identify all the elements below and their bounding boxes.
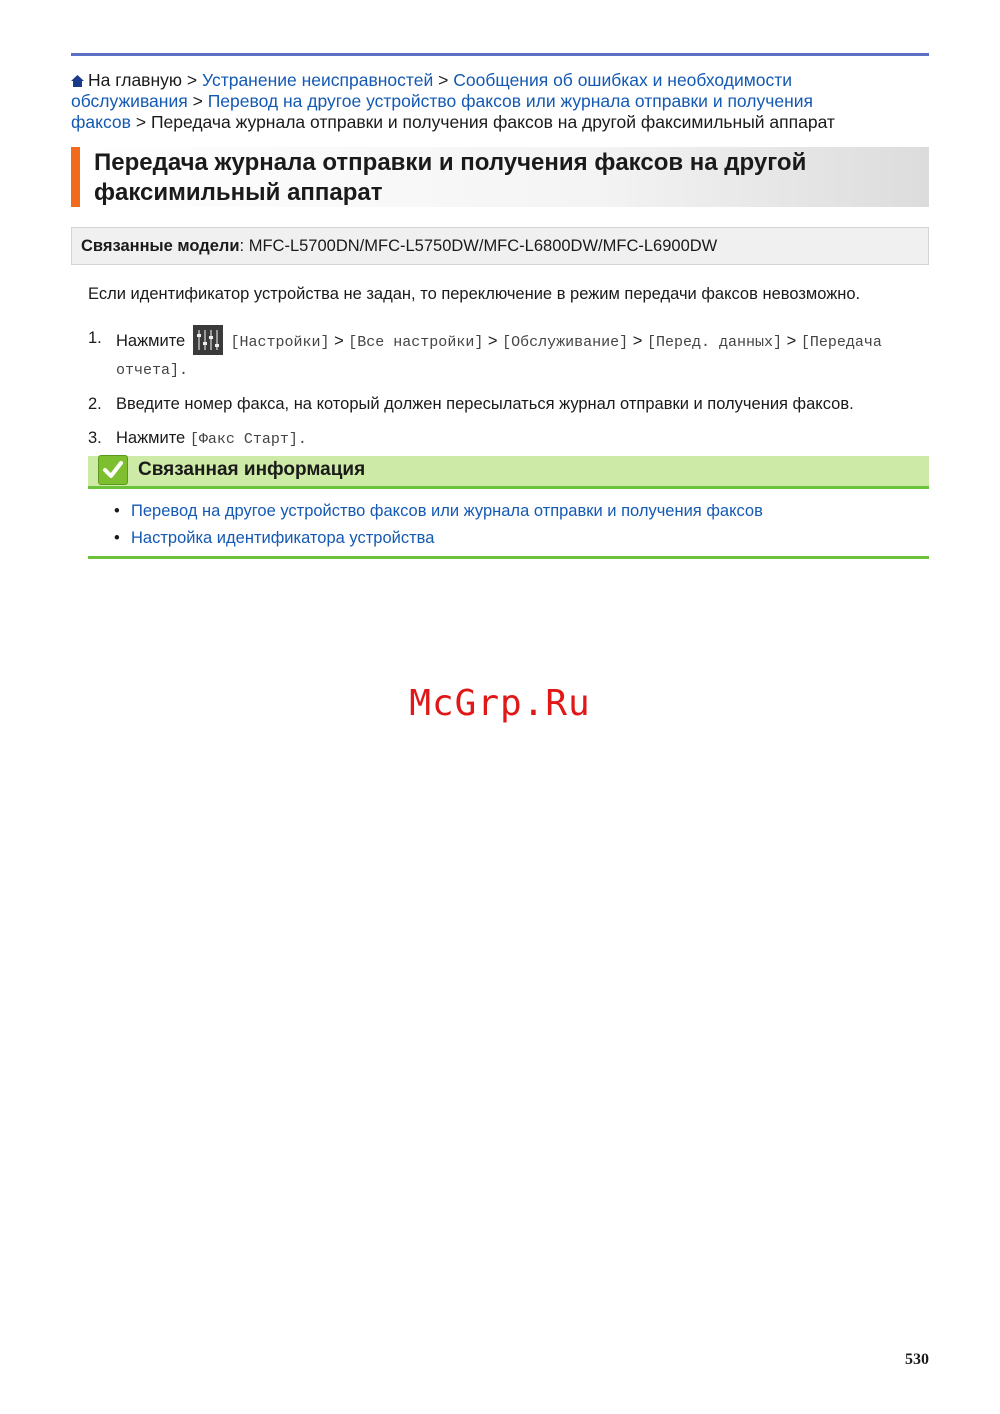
step-3 bbox=[88, 425, 908, 453]
breadcrumb-separator: > bbox=[438, 70, 449, 90]
menu-all-settings: [Все настройки] bbox=[348, 334, 484, 351]
related-models-value: : MFC-L5700DN/MFC-L5750DW/MFC-L6800DW/MFC-L6900DW bbox=[239, 237, 718, 255]
breadcrumb-separator: > bbox=[192, 91, 203, 111]
step-number: 3. bbox=[88, 429, 102, 447]
related-info-list bbox=[114, 498, 914, 552]
step-2 bbox=[88, 391, 908, 418]
bullet: • bbox=[114, 529, 120, 547]
home-icon[interactable] bbox=[71, 71, 84, 83]
breadcrumb-separator: > bbox=[135, 112, 147, 132]
step-number: 2. bbox=[88, 395, 102, 413]
checkmark-icon bbox=[98, 455, 128, 485]
menu-maintenance: [Обслуживание] bbox=[502, 334, 629, 351]
related-info-bottom-rule bbox=[88, 556, 929, 559]
menu-report-transfer: [Передача отчета] bbox=[116, 334, 882, 379]
breadcrumb-link-troubleshooting[interactable]: Устранение неисправностей bbox=[202, 70, 434, 90]
related-models-box bbox=[71, 227, 929, 265]
step-text: Введите номер факса, на который должен пересылаться журнал отправки и получения факсов. bbox=[116, 395, 854, 413]
related-info-item bbox=[114, 498, 914, 525]
breadcrumb-separator: > bbox=[186, 70, 198, 90]
title-bar bbox=[71, 147, 929, 207]
related-models-label: Связанные модели bbox=[81, 237, 240, 255]
settings-icon bbox=[193, 325, 223, 355]
menu-arrow: > bbox=[786, 332, 797, 350]
breadcrumb-link-transfer-faxes[interactable]: Перевод на другое устройство факсов или журнала отправки и получения факсов bbox=[71, 91, 814, 132]
related-info-title: Связанная информация bbox=[138, 459, 366, 480]
related-info-item bbox=[114, 525, 914, 552]
step-end-dot: . bbox=[297, 431, 307, 448]
step-1 bbox=[88, 325, 908, 384]
related-info-header bbox=[88, 456, 929, 489]
menu-fax-start: [Факс Старт] bbox=[189, 431, 298, 448]
breadcrumb-home[interactable]: На главную bbox=[88, 70, 183, 90]
step-end-dot: . bbox=[179, 362, 189, 379]
bullet: • bbox=[114, 502, 120, 520]
related-link-transfer-faxes[interactable]: Перевод на другое устройство факсов или журнала отправки и получения факсов bbox=[131, 502, 763, 520]
step-text: Нажмите bbox=[116, 429, 186, 447]
watermark-text: McGrp.Ru bbox=[409, 683, 591, 724]
menu-arrow: > bbox=[632, 332, 643, 350]
breadcrumb-current: Передача журнала отправки и получения факсов на другой факсимильный аппарат bbox=[150, 112, 835, 132]
page-title: Передача журнала отправки и получения факсов на другой факсимильный аппарат bbox=[94, 149, 807, 206]
breadcrumb-link-error-messages[interactable]: Сообщения об ошибках и необходимости обслуживания bbox=[71, 70, 793, 111]
menu-data-transfer: [Перед. данных] bbox=[647, 334, 783, 351]
breadcrumb bbox=[71, 70, 861, 133]
top-rule bbox=[71, 53, 929, 56]
intro-paragraph: Если идентификатор устройства не задан, то переключение в режим передачи факсов невозможно. bbox=[88, 285, 861, 303]
page-number: 530 bbox=[905, 1351, 929, 1368]
step-number: 1. bbox=[88, 329, 102, 347]
menu-settings: [Настройки] bbox=[230, 334, 330, 351]
related-link-station-id[interactable]: Настройка идентификатора устройства bbox=[131, 529, 435, 547]
steps-list bbox=[88, 325, 908, 460]
menu-arrow: > bbox=[334, 332, 344, 350]
menu-arrow: > bbox=[487, 332, 498, 350]
step-text: Нажмите bbox=[116, 332, 186, 350]
